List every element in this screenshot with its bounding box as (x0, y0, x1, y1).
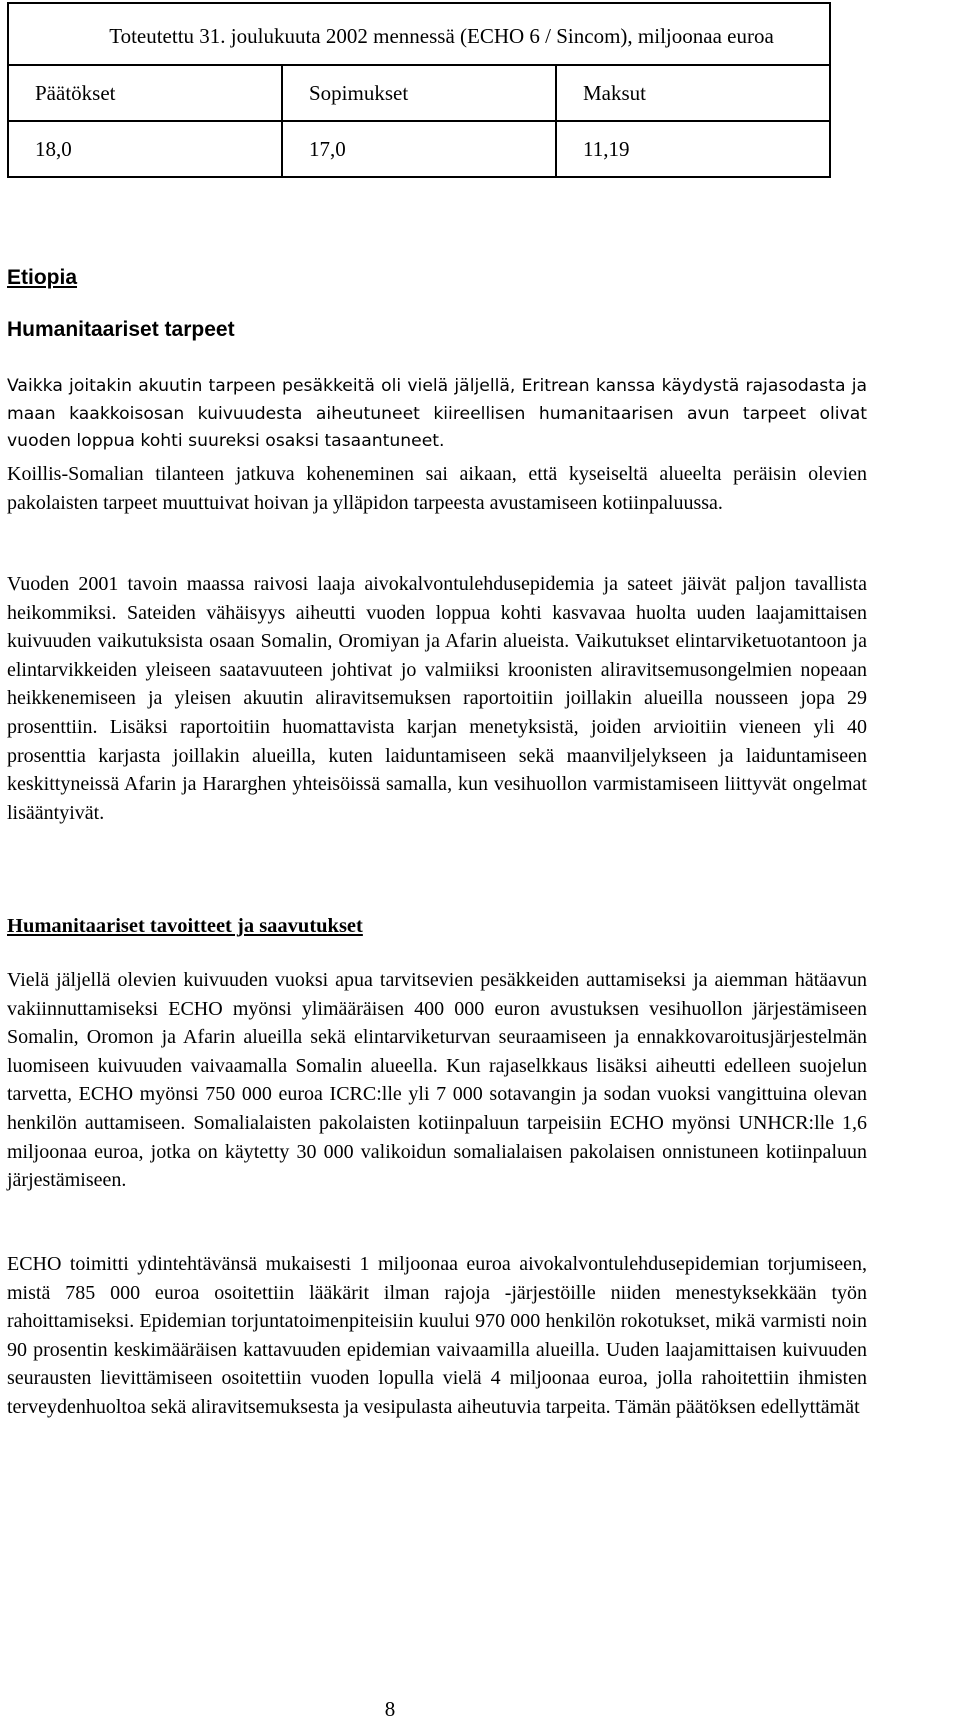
goals-paragraph-1: Vielä jäljellä olevien kuivuuden vuoksi apua tarvitsevien pesäkkeiden auttamiseksi ja aiemman hätäavun vakiinnuttamiseksi ECHO myönsi ylimääräisen 400 000 euron avustuksen vesihuollon järjestämiseen Somalin, Oromon ja Afarin alueilla sekä elintarviketurvan seuraamiseen ja ennakkovaroitusjärjestelmän luomiseen kuivuuden vaivaamalla Somalin alueella. Kun rajaselkkaus lisäksi aiheutti edelleen suojelun tarvetta, ECHO myönsi 750 000 euroa ICRC:lle yli 7 000 sotavangin ja sodan vuoksi vangittuina olevan henkilön auttamiseen. Somalialaisten pakolaisten kotiinpaluun tarpeisiin ECHO myönsi UNHCR:lle 1,6 miljoonaa euroa, jotka on käytetty 30 000 valikoidun somalialaisen pakolaisen onnistuneen kotiinpaluun järjestämiseen. (7, 969, 867, 1192)
summary-table (7, 2, 831, 178)
header-contracts: Sopimukset (282, 65, 556, 121)
header-decisions: Päätökset (8, 65, 282, 121)
header-payments: Maksut (556, 65, 830, 121)
value-payments: 11,19 (556, 121, 830, 177)
paragraph-epidemic-drought (7, 570, 867, 827)
needs-heading: Humanitaariset tarpeet (7, 318, 235, 341)
needs-paragraph: Vaikka joitakin akuutin tarpeen pesäkkeitä oli vielä jäljellä, Eritrean kanssa käydystä rajasodasta ja maan kaakkoisosan kuivuudesta aiheutuneet kiireellisen humanitaarisen avun tarpeet olivat vuoden loppua kohti suureksi osaksi tasaantuneet. (7, 376, 867, 452)
value-decisions: 18,0 (8, 121, 282, 177)
needs-paragraph-continued: Koillis-Somalian tilanteen jatkuva koheneminen sai aikaan, että kyseiseltä alueelta peräisin olevien pakolaisten tarpeet muuttuivat hoivan ja ylläpidon tarpeesta avustamiseen kotiinpaluussa. (7, 463, 867, 514)
table-caption-text: Toteutettu 31. joulukuuta 2002 mennessä (ECHO 6 / Sincom), miljoonaa euroa (109, 24, 774, 48)
paragraph-epidemic-part2: Sateiden vähäisyys aiheutti vuoden loppua kohti kasvavaa huolta uuden laajamittaisen kuivuuden vaikutuksista osaan Somalin, Oromiyan ja Afarin alueista. Vaikutukset elintarviketuotantoon ja elintarvikkeiden yleiseen saatavuuteen johtivat jo valmiiksi kroonisten aliravitsemusongelmien nopeaan heikkenemiseen ja yleisen akuutin aliravitsemuksen raportoitiin joillakin alueilla nousseen jopa 29 prosenttiin. Lisäksi raportoitiin huomattavista karjan menetyksistä, joiden arvioitiin vieneen yli 40 prosenttia karjasta joillakin alueilla, kuten laiduntamiseen sekä maanviljelykseen ja laiduntamiseen keskittyneissä Afarin ja Hararghen yhteisöissä samalla, kun vesihuollon varmistamiseen liittyvät ongelmat lisääntyivät. (7, 601, 868, 824)
value-contracts: 17,0 (282, 121, 556, 177)
goals-heading: Humanitaariset tavoitteet ja saavutukset (7, 915, 363, 937)
page-number: 8 (384, 1697, 396, 1721)
table-caption-row (8, 3, 830, 65)
paragraph-epidemic-part1: Vuoden 2001 tavoin maassa raivosi laaja aivokalvontulehdusepidemia ja sateet jäivät paljon tavallista heikommiksi. (7, 573, 867, 624)
table-caption (8, 3, 830, 65)
table-value-row (8, 121, 830, 177)
country-heading: Etiopia (7, 266, 78, 289)
table-header-row (8, 65, 830, 121)
goals-paragraph-2: ECHO toimitti ydintehtävänsä mukaisesti 1 miljoonaa euroa aivokalvontulehdusepidemian torjumiseen, mistä 785 000 euroa osoitettiin lääkärit ilman rajoja -järjestöille niiden menestyksekkään työn rahoittamiseksi. Epidemian torjuntatoimenpiteisiin kuului 970 000 henkilön rokotukset, mikä varmisti noin 90 prosentin keskimääräisen kattavuuden epidemian vaivaamilla alueilla. Uuden laajamittaisen kuivuuden seurausten lievittämiseen osoitettiin vuoden lopulla vielä 4 miljoonaa euroa, jolla rahoitettiin ihmisten terveydenhuoltoa sekä aliravitsemuksesta ja vesipulasta aiheutuvia tarpeita. Tämän päätöksen edellyttämät (7, 1253, 867, 1418)
